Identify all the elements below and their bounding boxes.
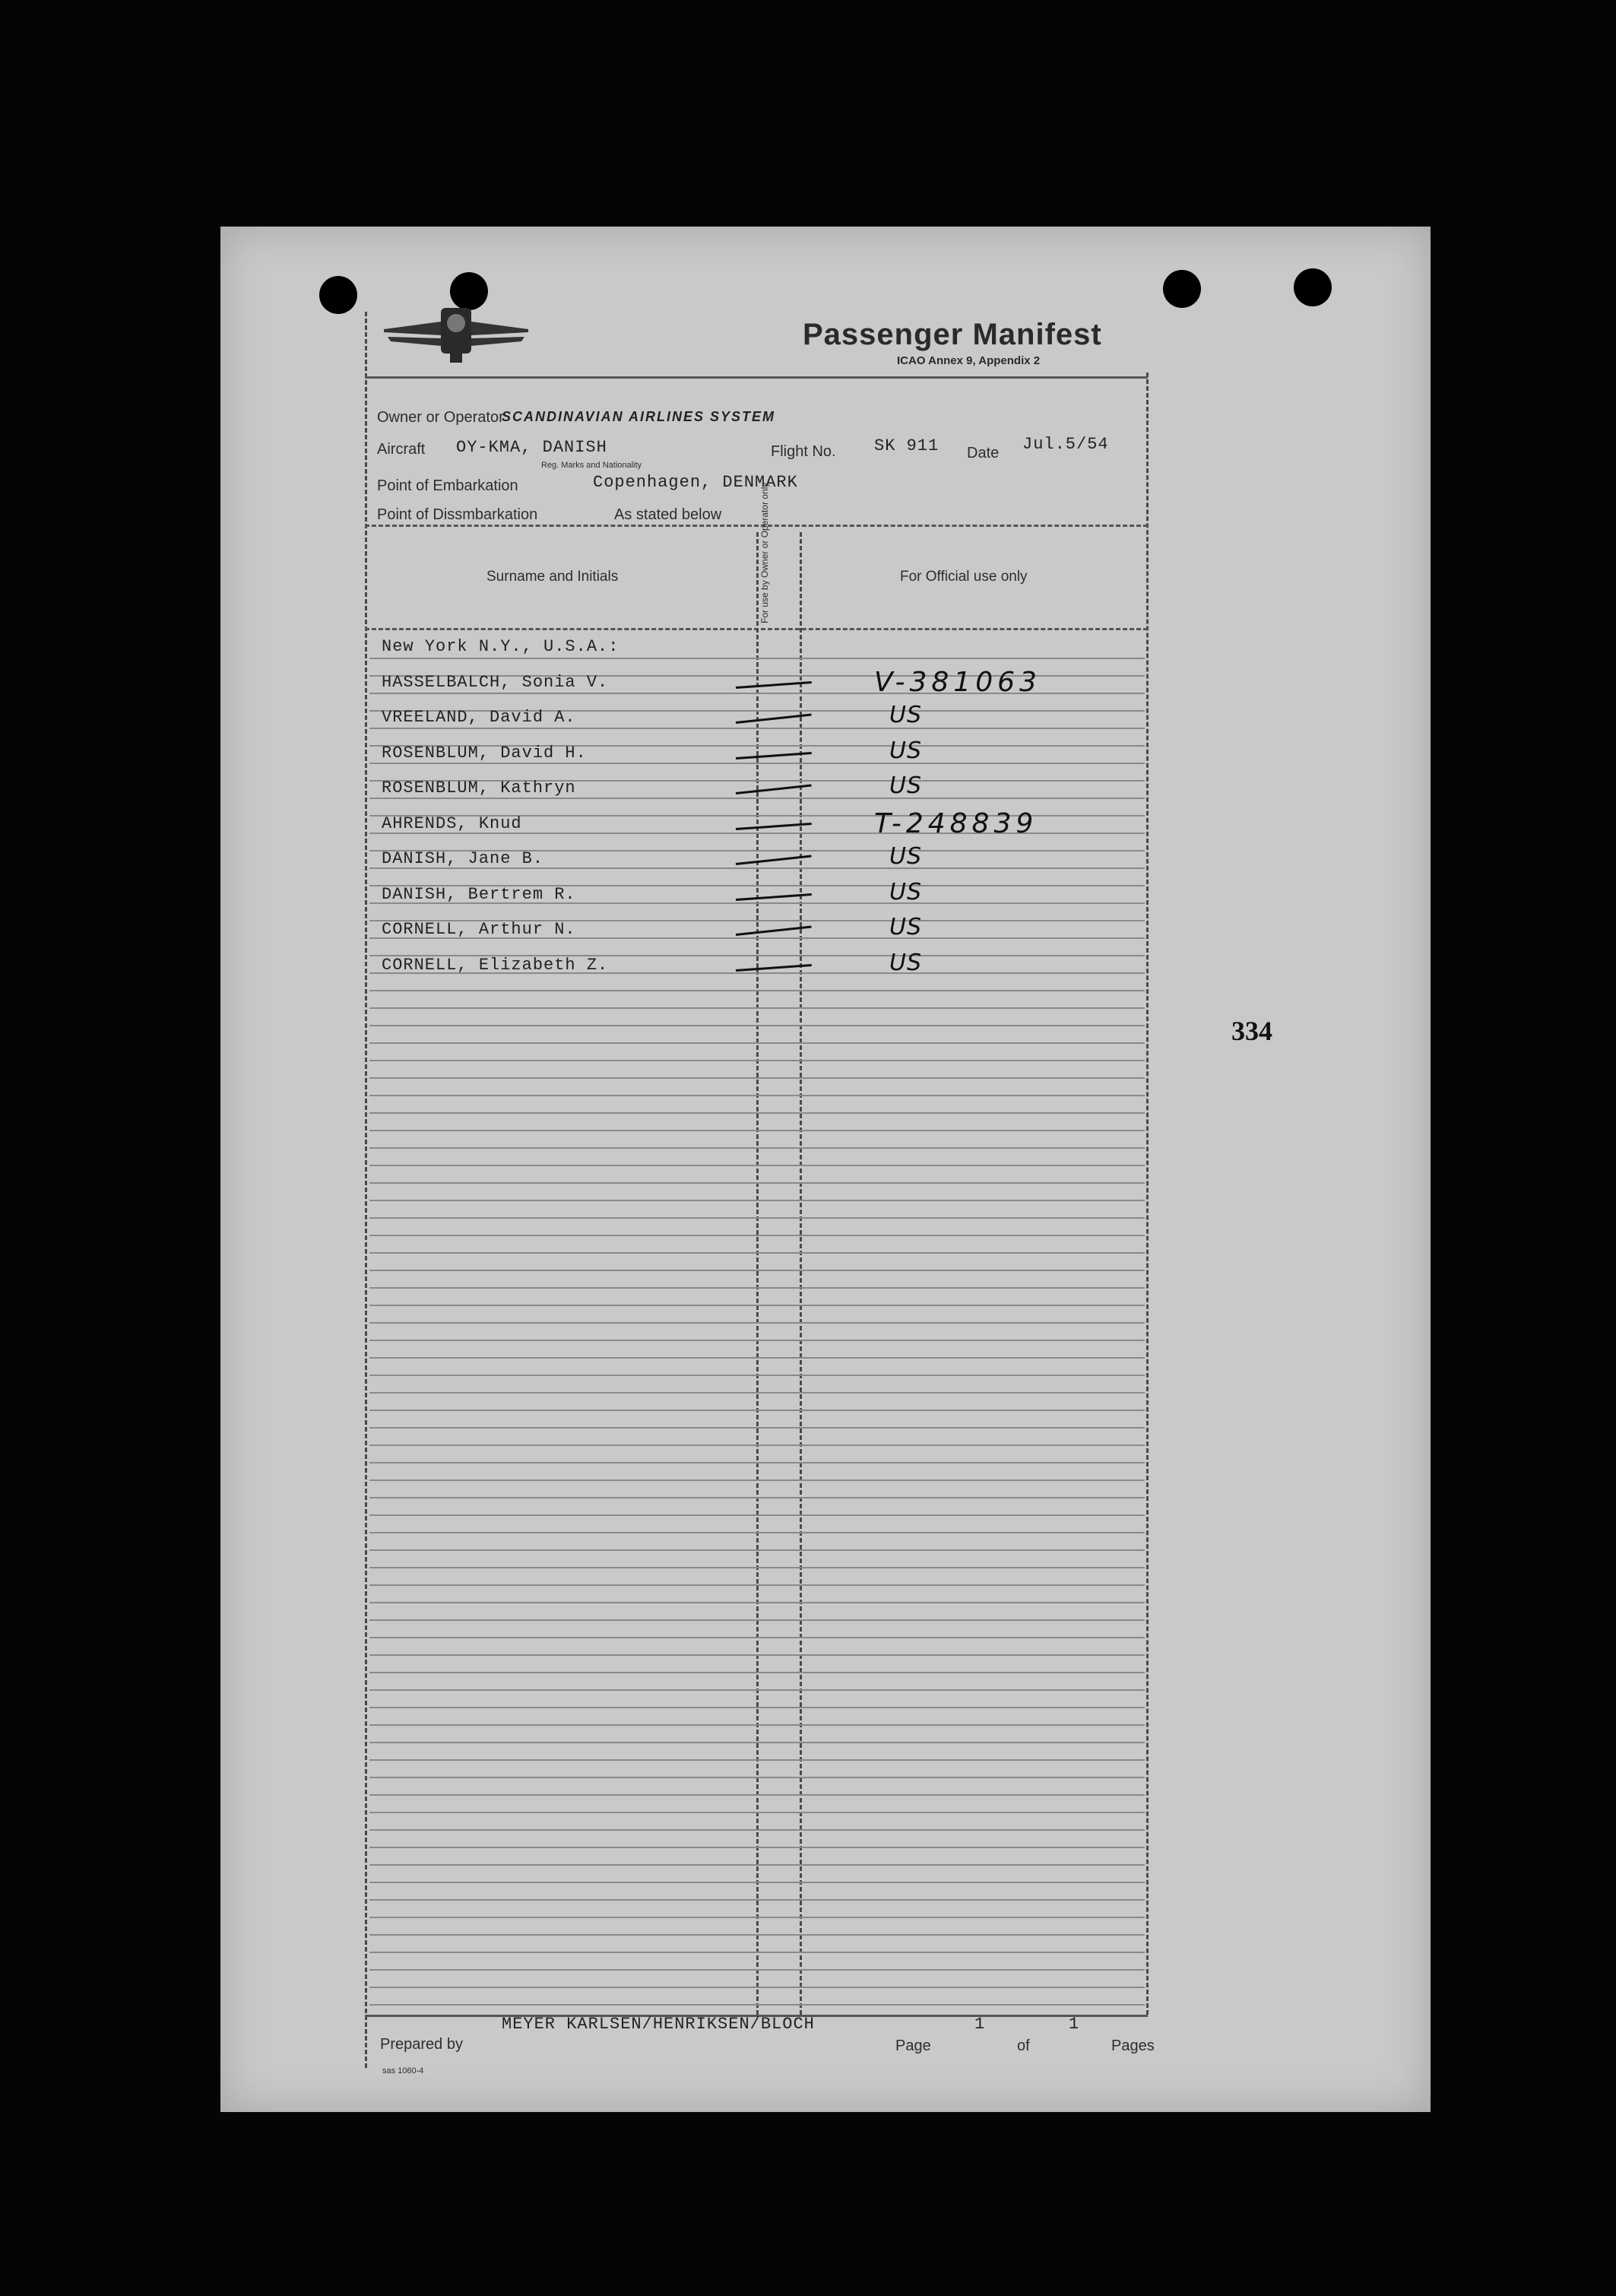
ruled-line [369,1147,1145,1149]
embarkation-value: Copenhagen, DENMARK [593,473,798,492]
ruled-line [369,1899,1145,1901]
official-entry: US [889,702,923,728]
ruled-line [369,1619,1145,1621]
flight-label: Flight No. [771,443,836,460]
ruled-line [369,1410,1145,1411]
ruled-line [369,1812,1145,1813]
stamp-number: 334 [1231,1016,1272,1046]
passenger-name: ROSENBLUM, Kathryn [382,779,576,798]
official-entry: V-381063 [874,666,1041,698]
passenger-name: DANISH, Bertrem R. [382,884,576,904]
ruled-line [369,1777,1145,1778]
form-border-left [365,312,367,2068]
ruled-line [369,1794,1145,1796]
ruled-line [369,1952,1145,1953]
punch-hole [319,276,357,314]
ruled-line [369,1672,1145,1673]
ruled-line [369,1130,1145,1131]
punch-hole [1163,270,1201,308]
ruled-line [369,1584,1145,1586]
passenger-name: ROSENBLUM, David H. [382,743,587,763]
ruled-line [369,1200,1145,1201]
ruled-line [369,1077,1145,1079]
ruled-line [369,1375,1145,1376]
of-label: of [1017,2038,1030,2054]
ruled-line [369,1707,1145,1708]
ruled-line [369,763,1145,764]
official-entry: US [889,949,923,976]
header-rule [365,376,1148,379]
ruled-line [369,1340,1145,1341]
ruled-line [369,1934,1145,1936]
owner-use-column-header: For use by Owner or Operator only [759,482,770,623]
ruled-line [369,1287,1145,1289]
disembarkation-label: Point of Dissmbarkation [377,506,538,523]
passenger-name: CORNELL, Elizabeth Z. [382,955,609,975]
ruled-line [369,1042,1145,1044]
punch-hole [1294,268,1332,306]
ruled-line [369,658,1145,659]
of-value: 1 [1069,2015,1080,2034]
official-entry: US [889,878,923,905]
prepared-by-label: Prepared by [380,2036,463,2053]
passenger-name: HASSELBALCH, Sonia V. [382,672,609,692]
aircraft-value: OY-KMA, DANISH [456,438,607,457]
ruled-line [369,1445,1145,1446]
ruled-line [369,1724,1145,1726]
flight-value: SK 911 [874,436,939,455]
ruled-line [369,1007,1145,1009]
ruled-line [369,990,1145,991]
date-value: Jul.5/54 [1022,435,1109,454]
ruled-line [369,1235,1145,1236]
form-border-right [1146,373,1149,2015]
ruled-line [369,1514,1145,1516]
ruled-line [369,1497,1145,1498]
column-divider [756,532,759,2015]
ruled-line [369,1112,1145,1114]
disembarkation-value: As stated below [614,506,722,523]
airline-logo-icon [380,300,532,365]
ruled-line [369,1165,1145,1166]
ruled-line [369,1864,1145,1866]
official-entry: US [889,843,923,870]
page-value: 1 [974,2015,986,2034]
surname-column-header: Surname and Initials [486,569,619,585]
ruled-line [369,1479,1145,1481]
ruled-line [369,1602,1145,1603]
ruled-line [369,1759,1145,1761]
column-header-top-rule [365,525,1148,527]
passenger-name: New York N.Y., U.S.A.: [382,637,619,656]
pages-label: Pages [1111,2038,1155,2054]
ruled-line [369,728,1145,729]
prepared-by-value: MEYER KARLSEN/HENRIKSEN/BLOCH [502,2015,815,2034]
ruled-line [369,1322,1145,1324]
ruled-line [369,1742,1145,1743]
ruled-line [369,1025,1145,1026]
aircraft-sublabel: Reg. Marks and Nationality [541,461,642,470]
ruled-line [369,1357,1145,1359]
ruled-line [369,1969,1145,1971]
aircraft-label: Aircraft [377,441,426,458]
ruled-line [369,1270,1145,1271]
ruled-line [369,1654,1145,1656]
ruled-line [369,1217,1145,1219]
embarkation-label: Point of Embarkation [377,477,518,494]
ruled-line [369,1829,1145,1831]
owner-label: Owner or Operator [377,409,504,426]
official-entry: US [889,772,923,799]
ruled-line [369,1060,1145,1061]
ruled-line [369,1532,1145,1533]
ruled-line [369,1549,1145,1551]
ruled-line [369,1917,1145,1918]
official-entry: US [889,914,923,940]
ruled-line [369,1567,1145,1568]
passenger-name: CORNELL, Arthur N. [382,920,576,939]
ruled-line [369,2004,1145,2006]
form-code: sas 1060-4 [382,2066,424,2076]
ruled-line [369,1847,1145,1848]
passenger-name: AHRENDS, Knud [382,813,522,833]
ruled-line [369,1392,1145,1394]
ruled-line [369,1095,1145,1096]
ruled-line [369,1987,1145,1988]
official-column-header: For Official use only [900,569,1028,585]
ruled-line [369,1427,1145,1429]
ruled-line [369,1182,1145,1184]
date-label: Date [967,445,1000,461]
passenger-name: DANISH, Jane B. [382,849,544,868]
official-entry: T-248839 [874,807,1038,839]
ruled-line [369,1882,1145,1883]
official-entry: US [889,737,923,764]
ruled-line [369,1305,1145,1306]
page-label: Page [895,2038,931,2054]
ruled-line [369,1462,1145,1464]
ruled-line [369,1689,1145,1691]
passenger-name: VREELAND, David A. [382,708,576,727]
owner-value: SCANDINAVIAN AIRLINES SYSTEM [502,409,776,424]
page-title: Passenger Manifest [803,318,1102,351]
ruled-line [369,798,1145,799]
ruled-line [369,1637,1145,1638]
page-subtitle: ICAO Annex 9, Appendix 2 [897,354,1041,367]
ruled-line [369,1252,1145,1254]
